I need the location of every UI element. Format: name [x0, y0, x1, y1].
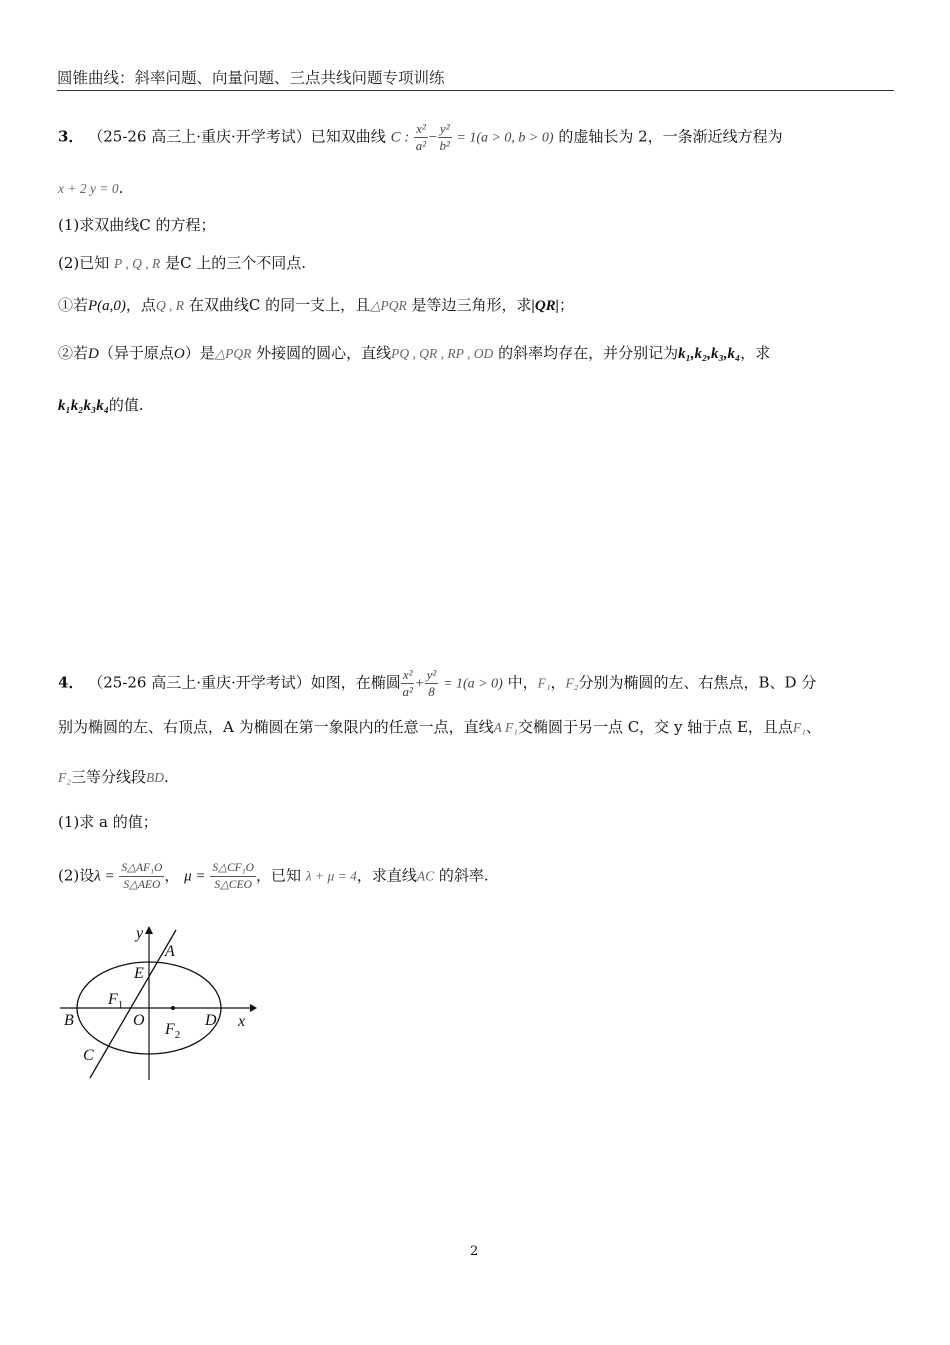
y-axis-arrow — [145, 926, 153, 934]
problem4-frac-y: $\frac{\text{y²}}{8}$ — [426, 667, 437, 699]
problem3-part2-b: 是C 上的三个不同点. — [165, 254, 307, 272]
problem4-source: （25-26 高三上·重庆·开学考试） — [88, 673, 311, 692]
problem4-part2-d: 的斜率. — [438, 866, 489, 885]
problem3-product-end: 的值. — [108, 396, 144, 414]
problem3-frac-y: $\frac{\text{y²}}{\text{b²}}$ — [439, 121, 450, 153]
problem3-asymptote: x + 2 y = 0 — [58, 181, 119, 196]
problem3-sub2-o: O — [173, 346, 185, 362]
problem4-equation-rest: = 1(a > 0) — [443, 676, 503, 692]
problem4-condition: λ + μ = 4 — [305, 868, 357, 884]
problem4-line2-b: 交椭圆于另一点 C，交 y 轴于点 E，且点 — [517, 718, 793, 736]
problem4-number: 4 — [58, 673, 69, 692]
point-a-label: A — [165, 943, 175, 960]
problem3-source: （25-26 高三上·重庆·开学考试） — [88, 127, 311, 146]
problem3-sub2-f: ，求 — [740, 344, 771, 362]
problem3-sub1 — [58, 295, 574, 316]
problem3-sub1-d: 是等边三角形，求 — [411, 296, 532, 314]
problem4-part2-a: (2)设 — [58, 866, 95, 885]
point-b-label: B — [64, 1012, 74, 1029]
problem3-sub1-b: ，点 — [125, 296, 156, 314]
problem3-sub1-qr: Q , R — [155, 298, 185, 313]
problem4-line3 — [58, 767, 169, 788]
problem3-part1: (1)求双曲线C 的方程； — [58, 216, 216, 234]
problem4-lambda-frac: $\frac{\text{S△AF₁O}}{\text{S△AEO}}$ — [121, 862, 163, 891]
problem4-intro: 如图，在椭圆 — [310, 673, 401, 692]
x-axis-label: x — [238, 1013, 246, 1030]
problem4-plus: + — [414, 675, 425, 692]
problem4-line3-end: . — [163, 768, 169, 786]
problem3-product-line — [58, 395, 144, 416]
problem4-part2-b: ，已知 — [255, 866, 301, 885]
problem4-part2-c: ，求直线 — [356, 866, 417, 885]
problem3-frac-x: $\frac{\text{x²}}{\text{a²}}$ — [415, 121, 427, 153]
ellipse-figure — [58, 922, 258, 1082]
problem3-points: P , Q , R — [114, 256, 161, 271]
problem3-sub2-triangle: △PQR — [214, 346, 252, 361]
problem3-sub1-p: P(a,0) — [88, 298, 126, 314]
problem4-line2 — [58, 717, 821, 738]
point-f1-label: $F_1$ — [108, 991, 124, 1011]
problem3-sub1-a: ①若 — [58, 296, 89, 314]
problem4-line3-f2: F₂ — [58, 770, 71, 785]
problem4-line1-mid: 中， — [507, 673, 538, 692]
problem3-sub2-lines: PQ , QR , RP , OD — [391, 346, 494, 361]
problem4-line3-a: 三等分线段 — [70, 768, 146, 786]
problem3-product: k₁k₂k₃k₄ — [58, 398, 109, 414]
problem4-f2: F₂ — [565, 675, 579, 691]
problem3-sub2-ks: k₁,k₂,k₃,k₄ — [678, 346, 741, 362]
problem3-sub1-triangle: △PQR — [370, 298, 407, 313]
page-number: 2 — [470, 1244, 479, 1259]
line-ac — [90, 930, 176, 1078]
problem3-sub1-abs: |QR| — [531, 298, 559, 314]
problem3-part2-a: (2)已知 — [58, 254, 110, 272]
problem4-line2-a: 别为椭圆的左、右顶点，A 为椭圆在第一象限内的任意一点，直线 — [58, 718, 494, 736]
y-axis-label: y — [136, 925, 144, 942]
problem4-line1-end: 分别为椭圆的左、右焦点，B、D 分 — [578, 673, 817, 692]
problem4-part1: (1)求 a 的值； — [58, 813, 158, 831]
problem4-ac: AC — [416, 868, 435, 884]
problem3-sub2-d2: 外接圆的圆心，直线 — [256, 344, 392, 362]
problem4-mu-eq: μ = — [184, 868, 206, 885]
problem4-line2-af1: A F₁ — [493, 720, 518, 735]
problem4-mu-frac: $\frac{\text{S△CF₁O}}{\text{S△CEO}}$ — [212, 862, 254, 891]
problem3-sub1-e: ； — [558, 296, 574, 314]
point-d-label: D — [205, 1012, 217, 1029]
problem4-sep: ， — [164, 866, 180, 885]
problem4-frac-x: $\frac{\text{x²}}{\text{a²}}$ — [402, 667, 413, 699]
header-title: 圆锥曲线：斜率问题、向量问题、三点共线问题专项训练 — [57, 69, 445, 87]
problem4-line2-f1: F₁ — [792, 720, 806, 735]
problem4-line2-c: 、 — [805, 718, 821, 736]
problem3-sub2-c: ）是 — [184, 344, 215, 362]
problem3-sub2 — [58, 343, 770, 364]
problem3-intro: 已知双曲线 — [310, 127, 386, 146]
problem3-sub2-a: ②若 — [58, 344, 89, 362]
problem3-equation-rest: = 1(a > 0, b > 0) — [456, 130, 554, 146]
problem3-sub2-b: （异于原点 — [98, 344, 174, 362]
problem4-line1: 4． （25-26 高三上·重庆·开学考试）如图，在椭圆 $\frac{\text{x²}}{\text{a²}}$ + $\frac{\text{y²}}{8}$ = 1(a > 0) 中，F₁，F₂分别为椭圆的左、右焦点，B、D 分 — [58, 667, 817, 699]
header-divider — [57, 90, 894, 91]
problem3-sub2-e: 的斜率均存在，并分别记为 — [498, 344, 679, 362]
problem4-line3-bd: BD — [145, 770, 164, 785]
problem3-intro-end: 的虚轴长为 2，一条渐近线方程为 — [558, 127, 783, 146]
problem4-comma: ， — [550, 673, 566, 692]
point-c-label: C — [83, 1047, 94, 1064]
focus-f2-dot — [171, 1006, 175, 1010]
point-o-label: O — [133, 1012, 145, 1029]
problem4-f1: F₁ — [537, 675, 551, 691]
point-e-label: E — [134, 965, 144, 982]
problem3-sub2-d: D — [88, 346, 99, 362]
problem3-sub1-c: 在双曲线C 的同一支上，且 — [188, 296, 371, 314]
problem3-line1: 3． （25-26 高三上·重庆·开学考试）已知双曲线 C : $\frac{\text{x²}}{\text{a²}}$ − $\frac{\text{y²}}{\text{b²}}$ = 1(a > 0, b > 0) 的虚轴长为 2，一条渐近线方程为 — [58, 121, 783, 153]
problem3-period: . — [118, 179, 124, 197]
x-axis-arrow — [250, 1004, 257, 1012]
problem3-number: 3 — [58, 127, 69, 146]
point-f2-label: $F_2$ — [165, 1021, 181, 1041]
problem3-curve-label: C : — [390, 129, 410, 146]
problem3-line2 — [58, 178, 123, 199]
problem4-lambda-eq: λ = — [94, 868, 115, 885]
problem4-part2 — [58, 860, 489, 893]
problem3-part2 — [58, 253, 306, 274]
